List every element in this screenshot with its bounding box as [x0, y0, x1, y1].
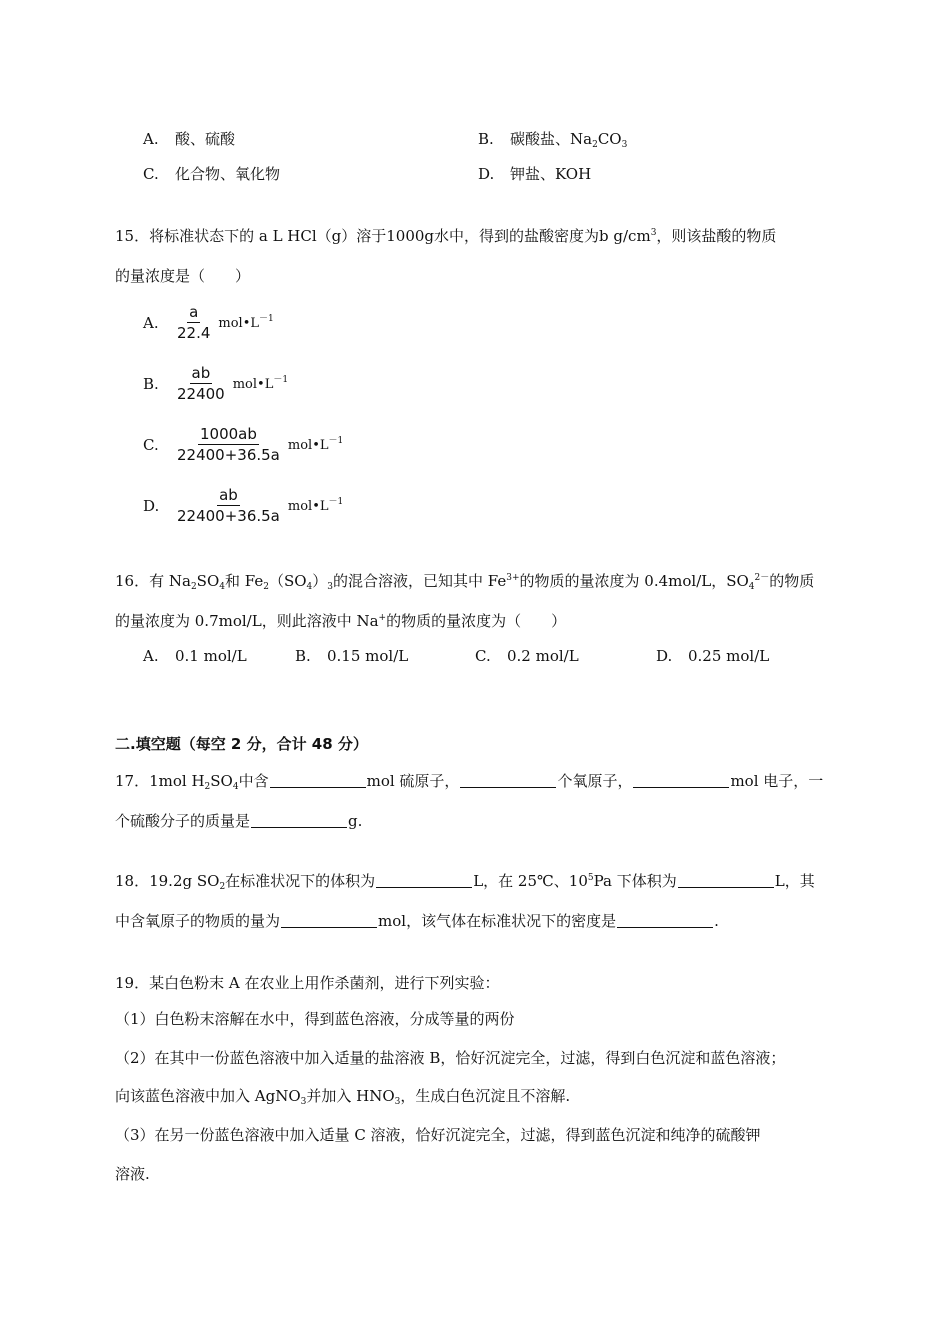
answer-blank[interactable]	[251, 813, 347, 828]
q16-option-b: B. 0.15 mol/L	[295, 647, 409, 665]
q19-line6: 溶液.	[115, 1165, 150, 1183]
q19-line4: 向该蓝色溶液中加入 AgNO$_3$并加入 $HNO_3$，生成白色沉淀且不溶解.	[115, 1087, 571, 1107]
q19-line2: （1）白色粉末溶解在水中，得到蓝色溶液，分成等量的两份	[115, 1010, 515, 1028]
q14-option-d: D. 钾盐、KOH	[478, 165, 592, 183]
q15-stem-line2: 的量浓度是（ ）	[115, 267, 251, 285]
q16-stem-line1: 16．有 $Na_2SO_4$和 $Fe_2(SO_4)_3$的混合溶液，已知其中 $Fe^{3+}$的物质的量浓度为 0.4mol/L，$SO_4^{2-}$的物质	[115, 572, 815, 592]
answer-blank[interactable]	[633, 773, 729, 788]
q16-stem-line2: 的量浓度为 0.7mol/L，则此溶液中 Na+的物质的量浓度为（ ）	[115, 612, 567, 630]
fraction: $\frac{a}{22.4}$	[177, 303, 211, 342]
answer-blank[interactable]	[617, 913, 713, 928]
section-heading: 二.填空题（每空 2 分，合计 48 分）	[115, 735, 368, 753]
q18-line2: 中含氧原子的物质的量为 mol，该气体在标准状况下的密度是 .	[115, 912, 719, 930]
q15-stem-line1: 15．将标准状态下的 a L HCl（g）溶于1000g水中，得到的盐酸密度为b $g/cm^3$，则该盐酸的物质	[115, 227, 777, 245]
q17-line1: 17．1mol $H_2SO_4$中含 mol 硫原子， 个氧原子， mol 电子，一	[115, 772, 824, 792]
q16-option-c: C. 0.2 mol/L	[475, 647, 579, 665]
answer-blank[interactable]	[281, 913, 377, 928]
answer-blank[interactable]	[270, 773, 366, 788]
fraction: $\frac{1000ab}{22400+36.5a}$	[177, 425, 280, 464]
q14-option-c: C. 化合物、氧化物	[143, 165, 281, 183]
q16-option-a: A. 0.1 mol/L	[143, 647, 247, 665]
q19-line5: （3）在另一份蓝色溶液中加入适量 C 溶液，恰好沉淀完全，过滤，得到蓝色沉淀和纯净的硫酸钾	[115, 1126, 761, 1144]
answer-blank[interactable]	[376, 873, 472, 888]
q14-option-b: B. 碳酸盐、$Na_2CO_3$	[478, 130, 628, 150]
q19-line3: （2）在其中一份蓝色溶液中加入适量的盐溶液 B，恰好沉淀完全，过滤，得到白色沉淀和蓝色溶液；	[115, 1049, 786, 1067]
q15-option-c: C. $\frac{1000ab}{22400+36.5a}$ $mol•L^{-1}$	[143, 425, 344, 464]
q18-line1: 18．19.2g $SO_2$在标准状况下的体积为 L，在 25℃、$10^5Pa$ 下体积为 L，其	[115, 872, 815, 892]
answer-blank[interactable]	[460, 773, 556, 788]
q15-option-b: B. $\frac{ab}{22400}$ $mol•L^{-1}$	[143, 364, 289, 403]
q14-option-a: A. 酸、硫酸	[143, 130, 236, 148]
q19-line1: 19．某白色粉末 A 在农业上用作杀菌剂，进行下列实验：	[115, 974, 500, 992]
answer-blank[interactable]	[678, 873, 774, 888]
fraction: $\frac{ab}{22400+36.5a}$	[177, 486, 280, 525]
fraction: $\frac{ab}{22400}$	[177, 364, 225, 403]
q15-option-a: A. $\frac{a}{22.4}$ $mol•L^{-1}$	[143, 303, 274, 342]
q16-option-d: D. 0.25 mol/L	[656, 647, 770, 665]
q17-line2: 个硫酸分子的质量是 g.	[115, 812, 363, 830]
q15-option-d: D. $\frac{ab}{22400+36.5a}$ $mol•L^{-1}$	[143, 486, 344, 525]
